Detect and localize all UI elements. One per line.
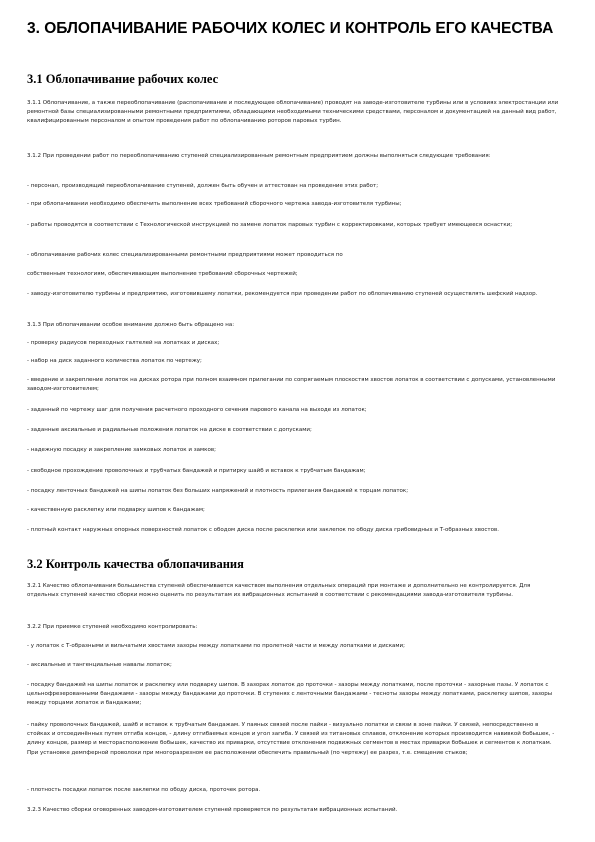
list-item: - свободное прохождение проволочных и трубчатых бандажей и притирку шайб и вставок к трубчатым бандажам;: [27, 468, 366, 474]
list-item: - проверку радиусов переходных галтелей на лопатках и дисках;: [27, 340, 220, 346]
list-item: - плотный контакт наружных опорных поверхностей лопаток с ободом диска после расклепки или заклепок по ободу диска грибовидных и Т-образных хвостов.: [27, 527, 499, 533]
paragraph-3-2-3: 3.2.3 Качество сборки оговоренных заводом-изготовителем ступеней проверяется по результатам вибрационных испытаний.: [27, 807, 398, 813]
list-item: - надежную посадку и закрепление замковых лопаток и замков;: [27, 447, 216, 453]
paragraph-3-1-1: 3.1.1 Облопачивание, а также переоблопачивание (распопачивание и последующее облопачивание) проводят на заводе-изготовителе турбины или в условиях электростанции или ремонтной базы специализированными ремонтными предприятиями, обладающими необходимыми техническими средствами, персоналом и документацией на данный вид работ, квалифицированным персоналом и опытом проведения работ по облопачиванию роторов паровых турбин.: [27, 100, 559, 125]
list-item: - работы проводятся в соответствии с Технологической инструкцией по замене лопаток паровых турбин с корректировками, которых требует имеющееся оснастки;: [27, 222, 513, 228]
paragraph-3-2-1: 3.2.1 Качество облопачивания большинства ступеней обеспечивается качеством выполнения отдельных операций при монтаже и дополнительно не контролируется. Для отдельных ступеней качество сборки можно оценить по результатам их вибрационных испытаний в соответствии с рекомендациями завода-изготовителя турбины.: [27, 583, 531, 599]
list-item: - посадку бандажей на шипы лопаток и расклепку или подварку шипов. В зазорах лопаток до проточки - зазоры между лопатками, после проточки - зазорные пазы. У лопаток с цельнофрезерованными бандажами - зазоры между бандажами до проточки. В ступенях с ленточными бандажами - тесноты зазоры между лопатками, расклепку шипов, зазоры между торцами лопаток и бандажами;: [27, 682, 553, 707]
list-item: собственным технологиям, обеспечивающим выполнение требований сборочных чертежей;: [27, 271, 298, 277]
list-item: - заданный по чертежу шаг для получения расчетного проходного сечения парового канала на выходе из лопаток;: [27, 407, 367, 413]
paragraph-3-1-2: 3.1.2 При проведении работ по переоблопачиванию ступеней специализированным ремонтным предприятием должны выполняться следующие требования:: [27, 153, 491, 159]
list-item: - введение и закрепление лопаток на дисках ротора при полном взаимном прилегании по сопрягаемым плоскостям хвостов лопаток в соответствии с допусками, установленными заводом-изготовителем;: [27, 377, 556, 393]
list-item: - аксиальные и тангенциальные навалы лопаток;: [27, 662, 172, 668]
page-title: 3. ОБЛОПАЧИВАНИЕ РАБОЧИХ КОЛЕС И КОНТРОЛЬ ЕГО КАЧЕСТВА: [27, 20, 554, 37]
list-item: - заданные аксиальные и радиальные положения лопаток на диске в соответствии с допусками;: [27, 427, 312, 433]
paragraph-3-2-2: 3.2.2 При приемке ступеней необходимо контролировать:: [27, 624, 198, 630]
list-item: - плотность посадки лопаток после заклепки по ободу диска, проточек ротора.: [27, 787, 261, 793]
paragraph-3-1-3: 3.1.3 При облопачивании особое внимание должно быть обращено на:: [27, 322, 235, 328]
list-item: - пайку проволочных бандажей, шайб и вставок к трубчатым бандажам. У паяных связей после пайки - визуально лопатки и связи в зоне пайки. У связей, непосредственно в стойках и отсоединённых путем отгиба концов, - длину отгибаемых концов и угол загиба. У связей из титановых сплавов, отклонение которых производится навивкой бобышек, - длину концов, размер и месторасположение бобышек, качество их приварки, отсутствие отклонения подвижных сегментов в местах приварки бобышек и сегментов к лопаткам. При установке демпферной проволоки при многоразрезном ее расположении обеспечить правильный (по чертежу) ее разрез, т.е. смещение стыков;: [27, 722, 555, 756]
section-heading-3-2: 3.2 Контроль качества облопачивания: [27, 557, 244, 571]
list-item: - посадку ленточных бандажей на шипы лопаток без больших напряжений и плотность прилегания бандажей к торцам лопаток;: [27, 488, 409, 494]
section-heading-3-1: 3.1 Облопачивание рабочих колес: [27, 72, 219, 86]
list-item: - качественную расклепку или подварку шипов к бандажам;: [27, 507, 205, 513]
list-item: - облопачивание рабочих колес специализированными ремонтными предприятиями может проводиться по: [27, 252, 343, 258]
list-item: - персонал, производящий переоблопачивание ступеней, должен быть обучен и аттестован на проведение этих работ;: [27, 183, 379, 189]
list-item: - набор на диск заданного количества лопаток по чертежу;: [27, 358, 202, 364]
list-item: - заводу-изготовителю турбины и предприятию, изготовившему лопатки, рекомендуется при проведении работ по облопачиванию ступеней осуществлять шефский надзор.: [27, 291, 538, 297]
list-item: - при облопачивании необходимо обеспечить выполнение всех требований сборочного чертежа завода-изготовителя турбины;: [27, 201, 402, 207]
list-item: - у лопаток с Т-образными и вильчатыми хвостами зазоры между лопатками по пролетной части и между лопатками и дисками;: [27, 643, 405, 649]
